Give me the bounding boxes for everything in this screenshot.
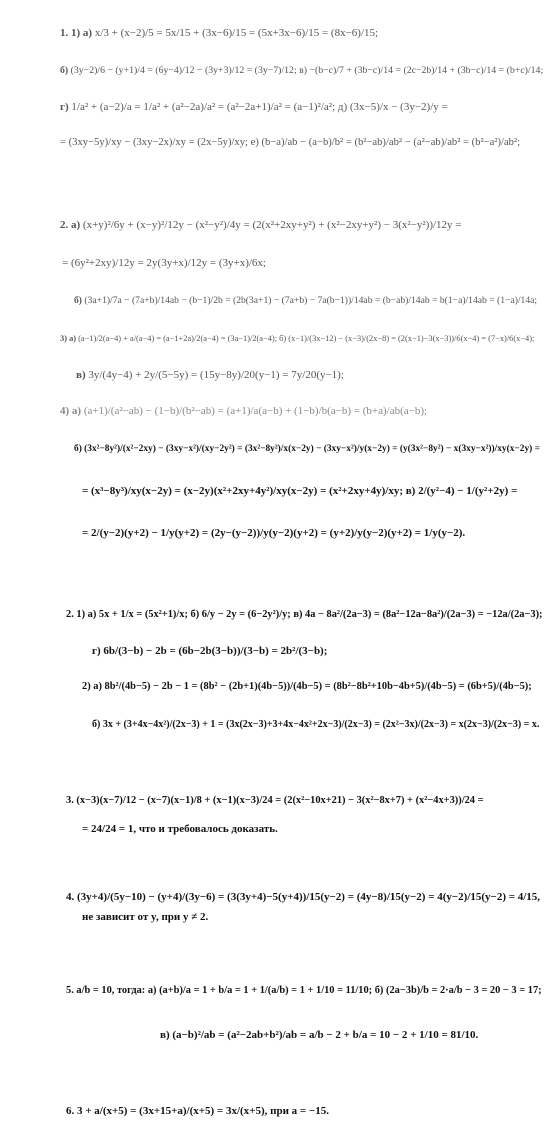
solution-line [92,644,327,658]
item-number: б) [60,65,69,76]
math-expression: (a−b)²/ab = (a²−2ab+b²)/ab = a/b − 2 + b/a = 10 − 2 + 1/10 = 81/10. [172,1029,479,1041]
item-number: 2. а) [60,219,81,231]
item-number: б) [74,444,82,454]
item-number: 3) а) [60,334,77,343]
solution-line [60,136,520,150]
item-number: в) [160,1029,170,1041]
math-expression: 1/a² + (a−2)/a = 1/a² + (a²−2a)/a² = (a²−2a+1)/a² = (a−1)²/a²; д) (3x−5)/x − (3y−2)/y = [71,101,448,113]
math-expression: = (x³−8y³)/xy(x−2y) = (x−2y)(x²+2xy+4y²)/xy(x−2y) = (x²+2xy+4y)/xy; в) 2/(y²−4) − 1/(y²+2y) = [82,485,518,497]
solution-line [60,26,378,40]
item-number: 2) а) [82,681,102,692]
item-number: г) [60,101,69,113]
item-number: 3. [66,795,74,806]
math-expression: (3y−2)/6 − (y+1)/4 = (6y−4)/12 − (3y+3)/12 = (3y−7)/12; в) −(b−c)/7 + (3b−c)/14 = (2c−2b)/14 + (3b−c)/14 = (b+c)/14; [70,65,544,76]
math-expression: 8b²/(4b−5) − 2b − 1 = (8b² − (2b+1)(4b−5))/(4b−5) = (8b²−8b²+10b−4b+5)/(4b−5) = (6b+5)/(4b−5); [104,681,532,692]
solution-line [74,442,540,456]
solution-line [74,294,537,308]
item-number: г) [92,645,101,657]
solution-line [60,404,427,418]
math-expression: (x−3)(x−7)/12 − (x−7)(x−1)/8 + (x−1)(x−3)/24 = (2(x²−10x+21) − 3(x²−8x+7) + (x²−4x+3))/24 = [76,795,484,806]
solution-line [82,910,208,924]
solution-line [92,718,539,732]
math-expression: 3 + a/(x+5) = (3x+15+a)/(x+5) = 3x/(x+5), при a = −15. [77,1105,329,1117]
solution-line [60,100,448,114]
item-number: 1. 1) а) [60,27,93,39]
solution-line [62,256,266,270]
item-number: 5. [66,985,74,996]
solution-line [82,484,517,498]
solution-line [60,64,543,78]
item-number: 2. 1) а) [66,609,97,620]
item-number: б) [74,295,82,306]
math-expression: = (6y²+2xy)/12y = 2y(3y+x)/12y = (3y+x)/6x; [62,257,266,269]
math-expression: (3x²−8y²)/(x²−2xy) − (3xy−x²)/(xy−2y²) = (3x²−8y²)/x(x−2y) − (3xy−x²)/y(x−2y) = (y(3x²−8y²) − x(3xy−x²))/xy(x−2y) = [84,444,540,454]
math-expression: 3x + (3+4x−4x²)/(2x−3) + 1 = (3x(2x−3)+3+4x−4x²+2x−3)/(2x−3) = (2x²−3x)/(2x−3) = x(2x−3)/(2x−3) = x. [102,719,540,730]
math-expression: 5x + 1/x = (5x²+1)/x; б) 6/y − 2y = (6−2y²)/y; в) 4a − 8a²/(2a−3) = (8a²−12a−8a²)/(2a−3) = −12a/(2a−3); [98,609,543,620]
math-expression: (a−1)/2(a−4) + a/(a−4) = (a−1+2a)/2(a−4) = (3a−1)/2(a−4); б) (x−1)/(3x−12) − (x−3)/(2x−8) = (2(x−1)−3(x−3))/6(x−4) = (7−x)/6(x−4); [78,334,535,343]
math-expression: = (3xy−5y)/xy − (3xy−2x)/xy = (2x−5y)/xy; е) (b−a)/ab − (a−b)/b² = (b²−ab)/ab² − (a²−ab)/ab² = (b²−a²)/ab²; [60,137,521,148]
math-expression: (3y+4)/(5y−10) − (y+4)/(3y−6) = (3(3y+4)−5(y+4))/15(y−2) = (4y−8)/15(y−2) = 4(y−2)/15(y−2) = 4/15, [77,891,541,903]
solution-line [66,984,542,998]
item-number: 4. [66,891,75,903]
solution-line [66,794,484,808]
math-expression: (3a+1)/7a − (7a+b)/14ab − (b−1)/2b = (2b(3a+1) − (7a+b) − 7a(b−1))/14ab = (b−ab)/14ab = b(1−a)/14ab = (1−a)/14a; [84,295,538,306]
math-expression: не зависит от y, при y ≠ 2. [82,911,209,923]
solution-line [60,218,462,232]
item-number: в) [76,369,86,381]
math-expression: a/b = 10, тогда: а) (a+b)/a = 1 + b/a = 1 + 1/(a/b) = 1 + 1/10 = 11/10; б) (2a−3b)/b = 2·a/b − 3 = 20 − 3 = 17; [76,985,542,996]
item-number: 4) а) [60,405,82,417]
solution-line [82,526,465,540]
solution-line [82,680,532,694]
math-expression: x/3 + (x−2)/5 = 5x/15 + (3x−6)/15 = (5x+3x−6)/15 = (8x−6)/15; [94,27,379,39]
solution-line [66,890,540,904]
math-expression: 6b/(3−b) − 2b = (6b−2b(3−b))/(3−b) = 2b²/(3−b); [103,645,328,657]
math-expression: (x+y)²/6y + (x−y)²/12y − (x²−y²)/4y = (2(x²+2xy+y²) + (x²−2xy+y²) − 3(x²−y²))/12y = [82,219,462,231]
solution-line [66,1104,329,1118]
math-expression: = 2/(y−2)(y+2) − 1/y(y+2) = (2y−(y−2))/y(y−2)(y+2) = (y+2)/y(y−2)(y+2) = 1/y(y−2). [82,527,466,539]
math-expression: = 24/24 = 1, что и требовалось доказать. [82,823,278,835]
item-number: б) [92,719,101,730]
solution-line [76,368,344,382]
solution-line [60,332,534,346]
solution-line [82,822,278,836]
math-expression: (a+1)/(a²−ab) − (1−b)/(b²−ab) = (a+1)/a(a−b) + (1−b)/b(a−b) = (b+a)/ab(a−b); [83,405,428,417]
solution-line [160,1028,478,1042]
math-expression: 3y/(4y−4) + 2y/(5−5y) = (15y−8y)/20(y−1) = 7y/20(y−1); [88,369,344,381]
solution-line [66,608,543,622]
item-number: 6. [66,1105,75,1117]
